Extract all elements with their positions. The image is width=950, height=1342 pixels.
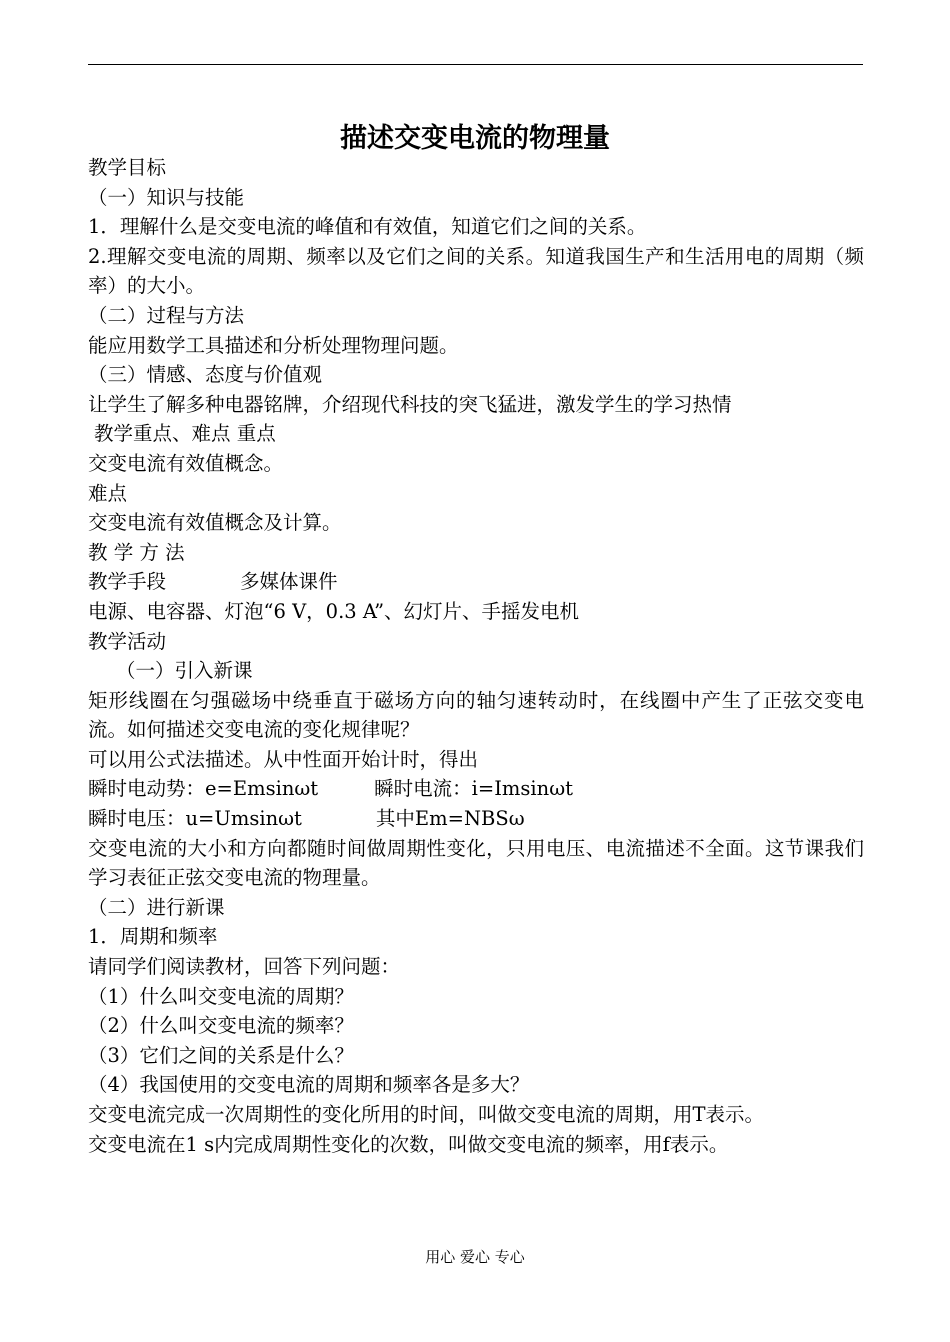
subsection-heading: 1．周期和频率 — [88, 925, 218, 949]
question-item: （2）什么叫交变电流的频率？ — [88, 1014, 354, 1038]
formula-row — [88, 774, 864, 804]
paragraph: 交变电流完成一次周期性的变化所用的时间，叫做交变电流的周期，用T表示。 — [88, 1103, 765, 1126]
paragraph: 让学生了解多种电器铭牌，介绍现代科技的突飞猛进，激发学生的学习热情 — [88, 392, 732, 416]
subsection-heading: （一）知识与技能 — [88, 185, 245, 209]
paragraph: 2.理解交变电流的周期、频率以及它们之间的关系。知道我国生产和生活用电的周期（频率）的大小。 — [88, 244, 864, 298]
formula-em: 其中Em=NBSω — [375, 807, 525, 831]
page-footer: 用心 爱心 专心 — [425, 1248, 525, 1266]
teaching-means-label: 教学手段 — [88, 570, 167, 594]
header-rule — [88, 64, 863, 65]
paragraph: 能应用数学工具描述和分析处理物理问题。 — [88, 333, 459, 357]
section-heading: 教学目标 — [88, 156, 167, 179]
question-item: （1）什么叫交变电流的周期？ — [88, 984, 354, 1008]
paragraph: 请同学们阅读教材，回答下列问题： — [88, 955, 401, 979]
subsection-heading: （一）引入新课 — [116, 659, 253, 683]
document-title: 描述交变电流的物理量 — [340, 123, 610, 154]
paragraph: 交变电流的大小和方向都随时间做周期性变化，只用电压、电流描述不全面。这节课我们学习表征正弦交变电流的物理量。 — [88, 836, 864, 890]
subsection-heading: （三）情感、态度与价值观 — [88, 363, 323, 387]
section-heading: 教学活动 — [88, 629, 167, 653]
question-item: （4）我国使用的交变电流的周期和频率各是多大？ — [88, 1073, 530, 1097]
section-heading: 教 学 方 法 — [88, 540, 185, 564]
question-item: （3）它们之间的关系是什么？ — [88, 1043, 354, 1067]
paragraph: 电源、电容器、灯泡“6 V，0.3 A”、幻灯片、手摇发电机 — [88, 599, 580, 623]
section-heading: 教学重点、难点 重点 — [94, 422, 276, 446]
subsection-heading: （二）进行新课 — [88, 895, 225, 919]
document-body — [88, 153, 864, 1159]
paragraph: 交变电流有效值概念及计算。 — [88, 511, 342, 535]
formula-voltage: 瞬时电压：u=Umsinωt — [88, 807, 302, 831]
paragraph: 可以用公式法描述。从中性面开始计时，得出 — [88, 747, 479, 771]
paragraph: 交变电流有效值概念。 — [88, 451, 284, 475]
paragraph — [88, 567, 864, 597]
subsection-heading: （二）过程与方法 — [88, 303, 245, 327]
paragraph: 矩形线圈在匀强磁场中绕垂直于磁场方向的轴匀速转动时，在线圈中产生了正弦交变电流。如何描述交变电流的变化规律呢？ — [88, 688, 864, 742]
formula-row — [88, 804, 864, 834]
paragraph: 1．理解什么是交变电流的峰值和有效值，知道它们之间的关系。 — [88, 215, 647, 239]
section-heading: 难点 — [88, 481, 128, 505]
formula-current: 瞬时电流：i=Imsinωt — [374, 777, 573, 801]
teaching-means-value: 多媒体课件 — [240, 570, 338, 594]
paragraph: 交变电流在1 s内完成周期性变化的次数，叫做交变电流的频率，用f表示。 — [88, 1132, 729, 1156]
formula-emf: 瞬时电动势：e=Emsinωt — [88, 777, 319, 801]
